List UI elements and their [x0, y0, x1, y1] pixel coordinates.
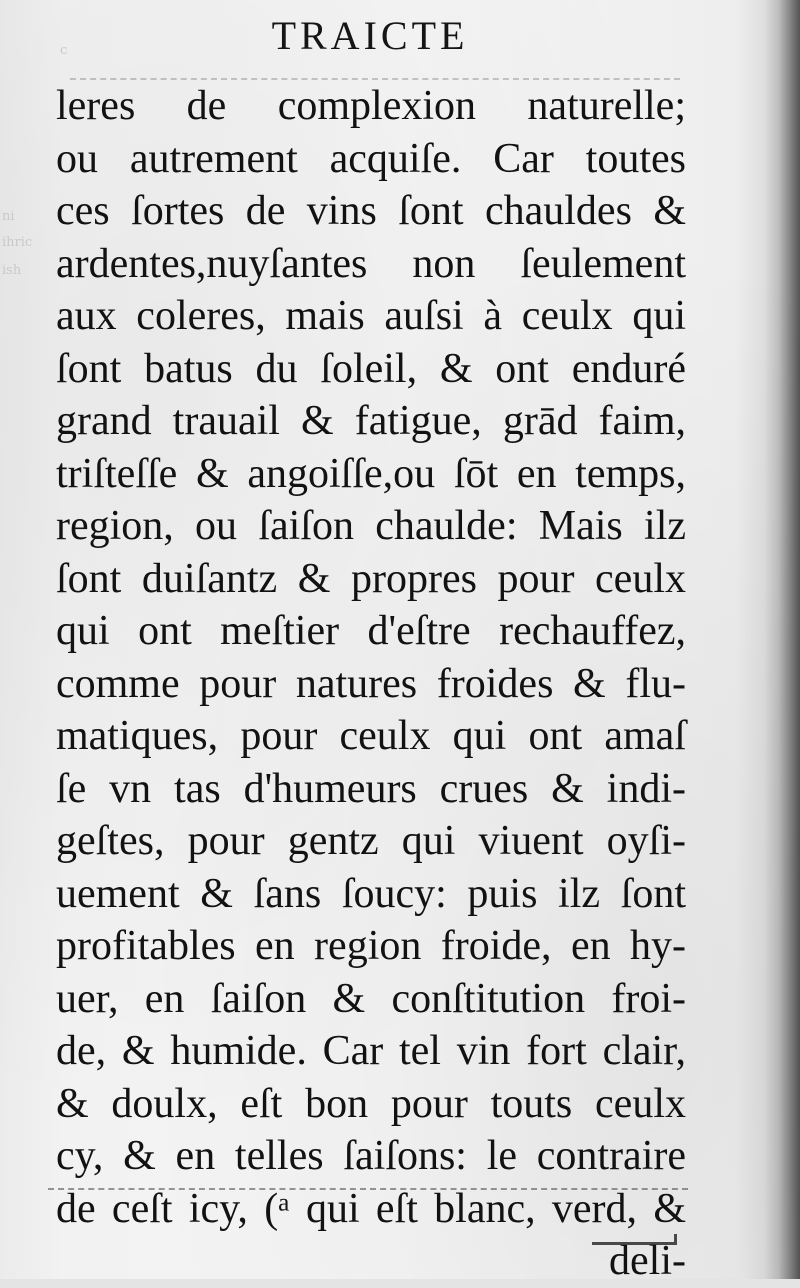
text-line: aux coleres, mais auſsi à ceulx qui [56, 293, 686, 339]
bleed-through-text-2: ihric [2, 235, 33, 250]
text-line: grand trauail & fatigue, grād faim, [56, 398, 686, 444]
text-line: ou autrement acquiſe. Car toutes [56, 135, 686, 182]
text-line: profitables en region froide, en hy- [56, 923, 686, 969]
catchword: deli- [609, 1238, 686, 1284]
text-line: matiques, pour ceulx qui ont amaſ [56, 713, 686, 759]
text-line: cy, & en telles ſaiſons: le contraire [56, 1133, 686, 1179]
text-line: uement & ſans ſoucy: puis ilz ſont [56, 870, 686, 917]
text-line: leres de complexion naturelle; [56, 83, 686, 129]
text-line: ſe vn tas d'humeurs crues & indi- [56, 765, 686, 812]
text-line: de ceſt icy, (ᵃ qui eſt blanc, verd, & [56, 1185, 686, 1232]
running-head: TRAICTE [271, 13, 469, 58]
text-line: geſtes, pour gentz qui viuent oyſi- [56, 818, 686, 864]
text-line: ardentes,nuyſantes non ſeulement [56, 240, 686, 287]
binding-shadow [764, 0, 800, 1279]
bleed-through-text-3: ish [2, 263, 22, 278]
bleed-through-text-4: c [60, 43, 68, 58]
text-line: triſteſſe & angoiſſe,ou ſōt en temps, [56, 450, 686, 497]
body-text [56, 80, 686, 1288]
text-line: & doulx, eſt bon pour touts ceulx [56, 1080, 686, 1127]
bleed-through-text-1: ni [2, 209, 15, 224]
text-line: ces ſortes de vins ſont chauldes & [56, 188, 686, 234]
text-line: region, ou ſaiſon chaulde: Mais ilz [56, 503, 686, 549]
text-line: comme pour natures froides & flu- [56, 660, 686, 707]
text-line: qui ont meſtier d'eſtre rechauffez, [56, 608, 686, 654]
text-line: uer, en ſaiſon & conſtitution froi- [56, 975, 686, 1022]
text-line: de, & humide. Car tel vin fort clair, [56, 1028, 686, 1074]
text-line: ſont batus du ſoleil, & ont enduré [56, 345, 686, 392]
catchword-bracket [592, 1234, 677, 1245]
text-line: ſont duiſantz & propres pour ceulx [56, 555, 686, 602]
bottom-rule [48, 1188, 688, 1190]
